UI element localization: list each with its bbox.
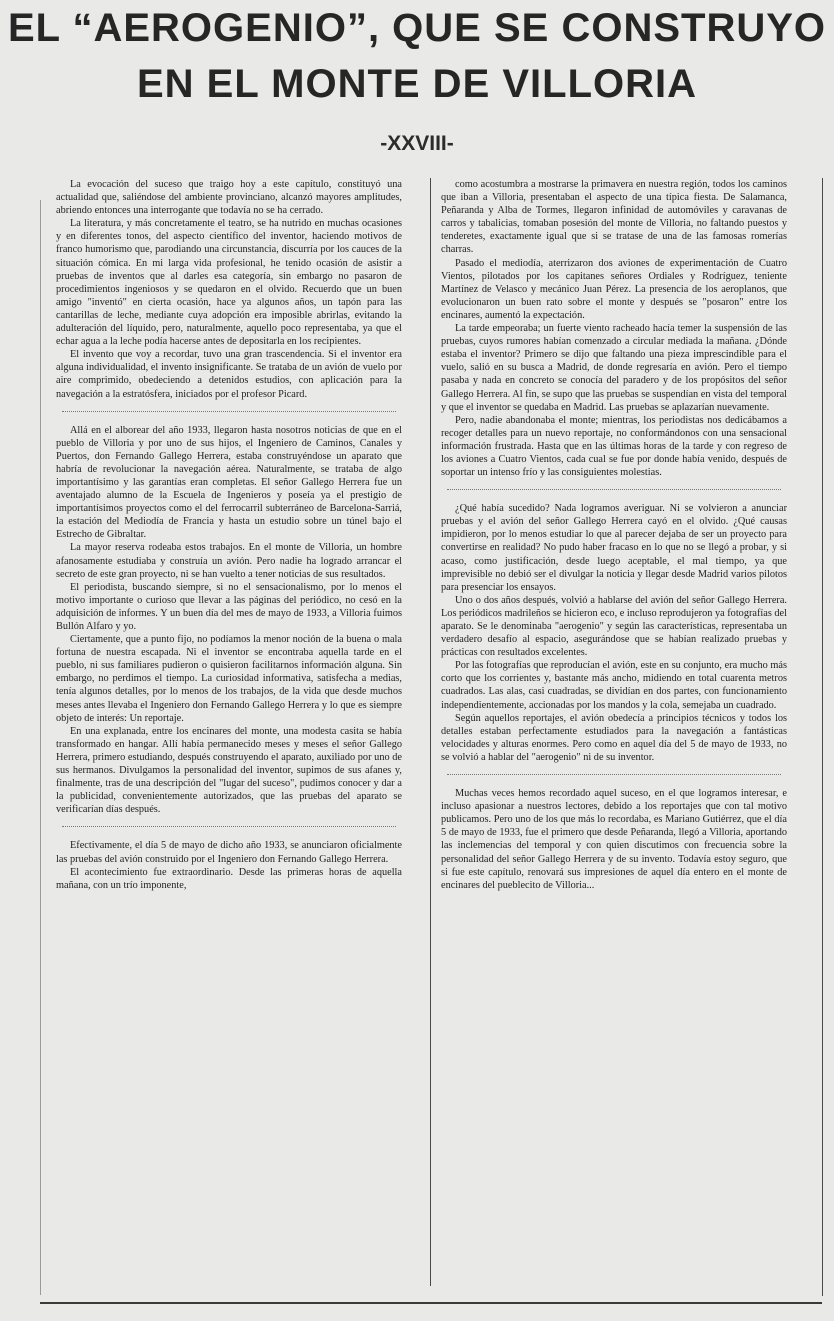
- section-separator: [62, 411, 396, 412]
- bottom-border-rule: [40, 1302, 822, 1304]
- left-column: [56, 178, 402, 892]
- paragraph: Por las fotografías que reproducían el avión, este en su conjunto, era mucho más corto que los corrientes y, bastante más ancho, midiendo en total cuarenta metros cuadrados. Las alas, casi cuadradas, se dividían en dos partes, con funcionamiento independientemente, accionadas por los mandos y la cola, semejaba un cuadrado.: [441, 660, 787, 711]
- chapter-number: -XXVIII-: [380, 132, 454, 155]
- paragraph: Allá en el alborear del año 1933, llegaron hasta nosotros noticias de que en el pueblo de Villoria y por uno de sus hijos, el Ingeniero de Caminos, Canales y Puertos, don Fernando Gallego Herrera, estaba construyéndose un aparato que habría de revolucionar la navegación aérea. Naturalmente, se trataba de algo importantísimo y las garantías eran completas. El señor Gallego Herrera fue un aventajado alumno de la Escuela de Ingenieros y poseía ya el prestigio de importantísimos proyectos como el del ferrocarril subterráneo de Barcelona-Sarriá, la estación del Mediodía de Francia y hasta un estudio sobre un túnel bajo el Estrecho de Gibraltar.: [56, 424, 402, 541]
- section-separator: [447, 774, 781, 775]
- paragraph: Uno o dos años después, volvió a hablarse del avión del señor Gallego Herrera. Los periódicos madrileños se hicieron eco, e incluso reprodujeron ya fotografías del aparato. Se le denominaba "aerogenio" y según las características, representaba un verdadero desafío al espacio, asegurándose que se habían realizado pruebas y prácticas con resultados excelentes.: [441, 594, 787, 659]
- left-border-rule: [40, 200, 41, 1295]
- paragraph: El periodista, buscando siempre, si no el sensacionalismo, por lo menos el motivo importante o curioso que llevar a las páginas del periódico, no cesó en la adquisición de informes. Y un buen día del mes de mayo de 1933, a Villoria fuimos Bullón Alfaro y yo.: [56, 581, 402, 632]
- paragraph: Efectivamente, el día 5 de mayo de dicho año 1933, se anunciaron oficialmente las pruebas del avión construido por el Ingeniero don Fernando Gallego Herrera.: [56, 840, 402, 865]
- paragraph: Muchas veces hemos recordado aquel suceso, en el que logramos interesar, e incluso apasionar a nuestros lectores, debido a los reportajes que con tal motivo publicamos. Pero uno de los que más lo recordaba, es Mariano Gutiérrez, que el día 5 de mayo de 1933, fue el primero que desde Peñaranda, llegó a Villoria, aportando las inclemencias del temporal y con quien discutimos con frecuencia sobre la personalidad del señor Gallego Herrera y de su invento. Todavía estoy seguro, que si fue este capítulo, renovará sus impresiones de aquel día entero en el monte de encinares del pueblecito de Villoria...: [441, 788, 787, 891]
- right-border-rule: [822, 178, 823, 1296]
- paragraph: La literatura, y más concretamente el teatro, se ha nutrido en muchas ocasiones y en diferentes tonos, del aspecto científico del inventor, haciendo motivos de franco humorismo que, parodiando una circunstancia, discurría por los cauces de la situación cómica. En mi larga vida profesional, he tenido ocasión de asistir a pruebas de inventos que al darles esa categoría, sin embargo no pasaron de procedimientos ingeniosos y se quedaron en el olvido. Recuerdo que un buen amigo "inventó" en cierta ocasión, hace ya algunos años, un tapón para las cantarillas de leche, mediante cuya adopción era imposible abrirlas, evitando la adulteración del líquido, pero, naturalmente, aquello poco representaba, ya que el echar agua a la leche podía hacerse antes de depositarla en los recipientes.: [56, 218, 402, 348]
- paragraph: como acostumbra a mostrarse la primavera en nuestra región, todos los caminos que iban a Villoria, presentaban el aspecto de una típica fiesta. De Salamanca, Peñaranda y Alba de Tormes, llegaron infinidad de automóviles y caravanas de carros y tabalicias, tomaban posesión del monte de Villoria, no faltando puestos y tenderetes, exactamente igual que si se tratase de una de las famosas romerías charras.: [441, 179, 787, 256]
- paragraph: El acontecimiento fue extraordinario. Desde las primeras horas de aquella mañana, con un trío imponente,: [56, 866, 402, 891]
- section-separator: [447, 489, 781, 490]
- paragraph: El invento que voy a recordar, tuvo una gran trascendencia. Si el inventor era alguna individualidad, el invento insignificante. Se trataba de un avión de vuelo por aire comprimido, obedeciendo a detenidos estudios, con aplicación para la navegación a la estratósfera, iniciados por el profesor Picard.: [56, 349, 402, 400]
- right-column: [441, 178, 787, 892]
- paragraph: Pero, nadie abandonaba el monte; mientras, los periodistas nos dedicábamos a recoger detalles para un nuevo reportaje, no conformándonos con una sensacional información frustrada. Hasta que en las últimas horas de la tarde y con regreso de los aviones a Cuatro Vientos, cada cual se fue por donde había venido, después de soportar un intenso frío y las consiguientes molestias.: [441, 414, 787, 479]
- column-divider: [430, 178, 431, 1286]
- paragraph: Ciertamente, que a punto fijo, no podíamos la menor noción de la buena o mala fortuna de nuestra escapada. Ni el inventor se encontraba aquella tarde en el pueblo, ni sus familiares pudieron o quisieron facilitarnos información alguna. Sin embargo, no perdimos el tiempo. La curiosidad informativa, satisfecha a medias, tenía algunos detalles, por lo menos de los trabajos, de la vida que desde muchos meses antes llevaba el Ingeniero don Fernando Gallego Herrera y lo que es siempre objeto de interés: Un reportaje.: [56, 634, 402, 724]
- headline-line-2: EN EL MONTE DE VILLORIA: [136, 62, 698, 106]
- paragraph: ¿Qué había sucedido? Nada logramos averiguar. Ni se volvieron a anunciar pruebas y el avión del señor Gallego Herrera cayó en el olvido. ¿Qué causas impidieron, por lo menos estudiar lo que al parecer dejaba de ser un proyecto para convertirse en realidad? No pudo haber fracaso en lo que no se llegó a probar, y si acaso, como justificación, desde luego aceptable, el mal tiempo, ya que imprevisible no debió ser el divulgar la noticia y llegar desde Madrid varios pilotos para presenciar los ensayos.: [441, 503, 787, 593]
- paragraph: La evocación del suceso que traigo hoy a este capítulo, constituyó una actualidad que, saliéndose del ambiente provinciano, alcanzó mayores amplitudes, abriendo entonces una interrogante que todavía no se ha cerrado.: [56, 179, 402, 217]
- section-separator: [62, 826, 396, 827]
- paragraph: En una explanada, entre los encinares del monte, una modesta casita se había transformado en hangar. Allí había permanecido meses y meses el señor Gallego Herrera, primero estudiando, después construyendo el aparato, auxiliado por uno de sus hermanos. Divulgamos la personalidad del inventor, supimos de sus afanes y, finalmente, tras de una descripción del "lugar del suceso", pudimos conocer y dar a la publicidad, convenientemente autorizados, que las pruebas del aparato se verificarían días después.: [56, 725, 402, 816]
- paragraph: La mayor reserva rodeaba estos trabajos. En el monte de Villoria, un hombre afanosamente estudiaba y construía un avión. Pero nadie ha logrado arrancar el secreto de este gran proyecto, ni se han vuelto a tener noticias de sus resultados.: [56, 542, 402, 580]
- paragraph: La tarde empeoraba; un fuerte viento racheado hacía temer la suspensión de las pruebas, cuyos rumores habían comenzado a circular mediada la mañana. ¿Dónde estaba el inventor? Primero se dijo que faltando una pieza imprescindible para el vuelo, salió en su busca a Madrid, de donde regresaría en avión. Pero el tiempo pasaba y nada en concreto se conocía del paradero y de los propósitos del señor Gallego Herrera. Al fin, se supo que las pruebas se suspendían en vista del temporal y que el inventor se quedaba en Madrid. Las pruebas se aplazarían nuevamente.: [441, 323, 787, 413]
- headline-line-1: EL “AEROGENIO”, QUE SE CONSTRUYO: [7, 6, 827, 50]
- paragraph: Pasado el mediodía, aterrizaron dos aviones de experimentación de Cuatro Vientos, pilotados por los capitanes señores Ordiales y Rodríguez, teniente Martínez de Velasco y mecánico Juan Pérez. La presencia de los aeroplanos, que evolucionaron un buen rato sobre el monte y después se "posaron" entre los encinares, aumentó la expectación.: [441, 257, 787, 321]
- paragraph: Según aquellos reportajes, el avión obedecía a principios técnicos y todos los detalles estaban perfectamente estudiados para la navegación a fantásticas velocidades y alturas enormes. Pero como en aquel día del 5 de mayo de 1933, no se volvió a hablar del "aerogenio" ni de su inventor.: [441, 712, 787, 763]
